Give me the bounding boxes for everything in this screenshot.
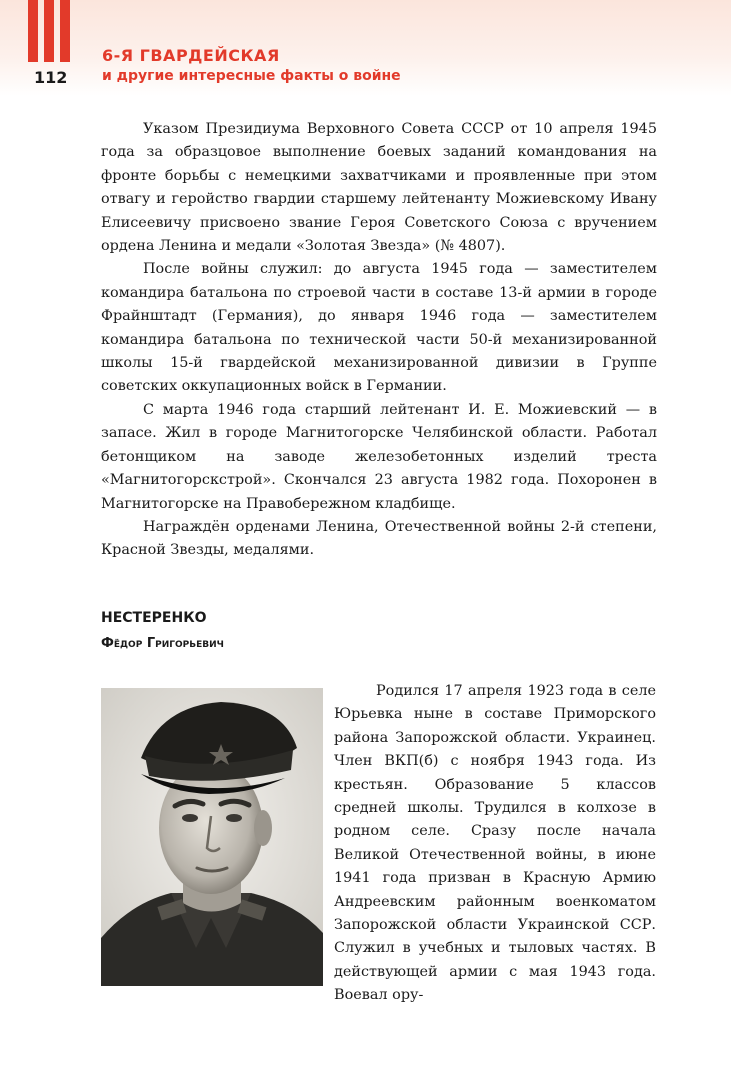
running-subtitle: и другие интересные факты о войне: [102, 68, 401, 84]
header-stripe: [44, 0, 54, 62]
header-stripes-icon: [28, 0, 78, 62]
page-number: 112: [34, 68, 68, 87]
hero-surname: НЕСТЕРЕНКО: [101, 610, 207, 626]
article-body: [101, 118, 657, 563]
running-title: 6-Я ГВАРДЕЙСКАЯ: [102, 46, 280, 65]
hero-given-name: Фёдор Григорьевич: [101, 636, 224, 651]
paragraph: Родился 17 апреля 1923 года в селе Юрьевка ныне в составе Приморского района Запорожской области. Украинец. Член ВКП(б) с ноября 1943 года. Из крестьян. Образование 5 классов средней школы. Трудился в колхозе в родном селе. Сразу после начала Великой Отечественной войны, в июне 1941 года призван в Красную Армию Андреевским районным военкоматом Запорожской области Украинской ССР. Служил в учебных и тыловых частях. В действующей армии с мая 1943 года. Воевал ору-: [334, 683, 656, 1004]
hero-biography: [334, 680, 656, 1008]
paragraph: Награждён орденами Ленина, Отечественной войны 2-й степени, Красной Звезды, медалями.: [101, 518, 657, 559]
paragraph: После войны служил: до августа 1945 года — заместителем командира батальона по строевой части в составе 13-й армии в городе Фрайнштадт (Германия), до января 1946 года — заместителем командира батальона по технической части 50-й механизированной школы 15-й гвардейской механизированной дивизии в Группе советских оккупационных войск в Германии.: [101, 261, 657, 395]
paragraph: С марта 1946 года старший лейтенант И. Е. Можиевский — в запасе. Жил в городе Магнитогорске Челябинской области. Работал бетонщиком на заводе железобетонных изделий треста «Магнитогорскстрой». Скончался 23 августа 1982 года. Похоронен в Магнитогорске на Правобережном кладбище.: [101, 401, 657, 512]
page-header: [0, 0, 731, 96]
header-stripe: [60, 0, 70, 62]
header-stripe: [28, 0, 38, 62]
paragraph: Указом Президиума Верховного Совета СССР от 10 апреля 1945 года за образцовое выполнение боевых заданий командования на фронте борьбы с немецкими захватчиками и проявленные при этом отвагу и геройство гвардии старшему лейтенанту Можиевскому Ивану Елисеевичу присвоено звание Героя Советского Союза с вручением ордена Ленина и медали «Золотая Звезда» (№ 4807).: [101, 121, 657, 255]
portrait-photo-icon: [101, 688, 323, 986]
portrait-drawing: [101, 688, 323, 986]
